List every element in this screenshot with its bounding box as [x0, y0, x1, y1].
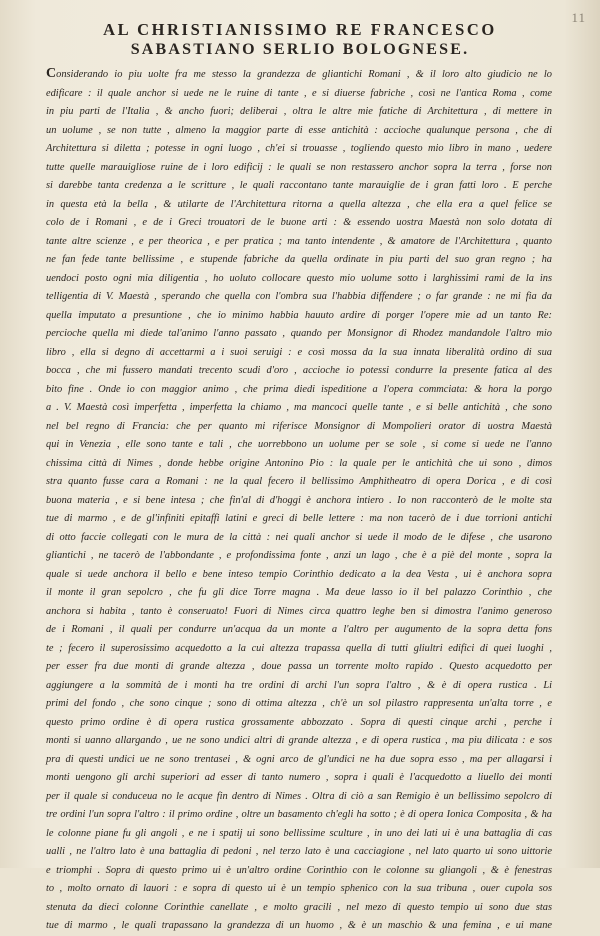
- text-line: monti si uanno allargando , ue ne sono undici altri di grande altezza , e di opera rustica , ma piu dilicata : e sos: [46, 735, 552, 746]
- text-line: quale si uede anchora il bello e bene inteso tempio Corinthio dedicato a la dea Vesta , ui è anchora sopra: [46, 568, 552, 580]
- text-line: Architettura si diletta ; potesse in ogni luogo , ch'ei si trouasse , togliendo questo mio libro in mano , uedere: [46, 143, 552, 154]
- text-line: in piu parti de l'Italia , & ancho fuori; deliberai , oltra le altre mie fatiche di Architettura , di mettere in: [46, 106, 552, 117]
- text-line: a . V. Maestà così imperfetta , imperfetta la chiamo , ma mancoci quelle tante , e si belle antichità , che sono: [46, 402, 552, 413]
- text-line: un uolume , se non tutte , almeno la maggior parte di esse antichità : accioche qualunque persona , che di: [46, 124, 552, 136]
- text-line: stra quanto fusse cara a Romani : ne la qual fecero il bellissimo Amphitheatro di opera Dorica , e di così: [46, 476, 552, 487]
- text-line: edificare : il quale anchor si uede ne le ruine di tante , e si diuerse fabriche , così ne l'antica Roma , come: [46, 87, 552, 99]
- text-line: anchora si habita , tanto è conseruato! Fuori di Nimes circa quattro leghe ben si dimostra l'animo generoso: [46, 605, 552, 617]
- text-line: percioche quella mi diede tal'animo l'anno passato , quando per Monsignor di Rhodez mandandole l'altro mio: [46, 328, 552, 339]
- text-line: tante altre scienze , e per theorica , e per pratica ; ma tanto intendente , & amatore de l'Architettura , quanto: [46, 235, 552, 247]
- text-line: ualli , ne l'altro lato è una battaglia di pedoni , nel terzo lato è una cacciagione , nel lato quarto ui sono uittorie: [46, 846, 552, 857]
- text-line: pra di questi undici ue ne sono trentasei , & ogni arco de gl'undici ne ha due sopra esso , ma per allagarsi i: [46, 753, 552, 765]
- text-line: chissima città di Nimes , donde hebbe origine Antonino Pio : la quale per le antichità che ui sono , dimos: [46, 457, 552, 469]
- text-line: per il quale si conduceua no le acque fin dentro di Nimes . Oltra di ciò a san Remigio è un bellissimo sepolcro di: [46, 790, 552, 802]
- text-line: stenuta da dieci colonne Corinthie canellate , e molto gracili , nel mezo di questo tempio ui sono due stas: [46, 901, 552, 913]
- text-line: de i Romani , il quali per condurre un'acqua da un monte a l'altro per augumento de la sopra detta fons: [46, 624, 552, 635]
- text-line: il monte il gran sepolcro , che fu gli dice Torre magna . Ma deue lasso io il bel palazzo Corinthio , che: [46, 587, 552, 598]
- text-line: si darebbe tanta credenza a le scritture , le quali raccontano tante marauiglie de i gran fatti loro . E perche: [46, 180, 552, 191]
- text-line: per esser fra due monti di grande altezza , doue passa un torrente molto rapido . Questo acquedotto per: [46, 661, 552, 672]
- text-line: nel bel regno di Francia: che per quanto mi riferisce Monsignor di Mompolieri orator di uostra Maestà: [46, 420, 552, 432]
- text-line: qui in Venezia , elle sono tante e tali , che uorrebbono un uolume per se sole , si come si uede ne l'anno: [46, 439, 552, 450]
- text-line: le colonne piane fu gli angoli , e ne i spatij ui sono bellissime sculture , in uno dei lati ui è una battaglia di cas: [46, 827, 552, 839]
- text-line: tue di marmo , e de gl'infiniti epitaffi latini e greci di belle lettere : ma non tacerò de i due torrioni antichi: [46, 513, 552, 524]
- text-line: telligentia di V. Maestà , sperando che quella con l'ombra sua l'habbia diffendere ; o far grande : ne mi fia da: [46, 291, 552, 302]
- text-line: tre ordini l'un sopra l'altro : il primo ordine , oltre un basamento ch'egli ha sotto ; è di opera Ionica Composita , & ha: [46, 809, 552, 820]
- heading-line-1: AL CHRISTIANISSIMO RE FRANCESCO: [103, 20, 497, 39]
- page-number: 11: [571, 10, 586, 25]
- text-line: tue di marmo , le quali trapassano la grandezza di un huomo , & è un maschio & una femina , e ui mane: [46, 920, 552, 931]
- text-line: di otto faccie collegati con le mura de la città : nei quali anchor si uede il modo de le difese , che usarono: [46, 531, 552, 543]
- text-line: primi del fondo , che sono cinque ; sono di ottima altezza , ch'è un sol pilastro rappresenta un'alta torre , e: [46, 698, 552, 709]
- heading-line-2: SABASTIANO SERLIO BOLOGNESE.: [130, 41, 470, 58]
- text-line: [46, 66, 552, 85]
- dedication-heading: [40, 20, 560, 60]
- initial-letter: C: [46, 66, 57, 81]
- text-line: tutte quelle marauigliose ruine de i loro edificij : le quali se non restassero anchor sopra la terra , forse non: [46, 161, 552, 173]
- line-text: onsiderando io piu uolte fra me stesso la grandezza de gliantichi Romani , & il loro alto giudicio ne lo: [56, 69, 552, 80]
- text-line: bocca , che mi fussero mandati trecento scudi d'oro , accioche io potessi condurre la presente fatica al des: [46, 365, 552, 376]
- text-line: buona materia , e si bene intesa ; che fin'al di d'hoggi è anchora intiero . Io non racconterò de le molte sta: [46, 494, 552, 506]
- text-line: questo primo ordine è di opera rustica grossamente abbozzato . Sopra di questi cinque archi , perche i: [46, 716, 552, 728]
- text-line: bito fine . Onde io con maggior animo , che prima diedi ispeditione a l'opera commciata: & hora la porgo: [46, 383, 552, 395]
- text-line: libro , ella si degno di accettarmi a i suoi seruigi : e così mossa da la sua innata liberalità ordino di sua: [46, 346, 552, 358]
- text-line: te ; fecero il superosissimo acquedotto a la cui altezza trapassa quella di tutti gliultri edifici di quei luoghi ,: [46, 642, 552, 654]
- text-line: colo de i Romani , e de i Greci trouatori de le buone arti : & essendo uostra Maestà non solo dotata di: [46, 217, 552, 228]
- text-line: to , molto ornato di lauori : e sopra di questo ui è un tempio sphenico con la sua tribuna , ouer cupola sos: [46, 883, 552, 894]
- text-line: ne fan fede tante bellissime , e stupende fabriche da quella ordinate in piu parti del suo gran regno ; ha: [46, 254, 552, 265]
- text-line: uendoci posto ogni mia diligentia , ho uoluto collocare questo mio uolume sotto i larghissimi rami de la ins: [46, 272, 552, 284]
- text-line: aggiungere a la sommità de i monti ha tre ordini di archi l'un sopra l'altro , & è di opera rustica . Li: [46, 679, 552, 691]
- text-line: monti uengono gli archi superiori ad esser di tanto numero , sopra i quali è l'acquedotto a liuello dei monti: [46, 772, 552, 783]
- text-line: e triomphi . Sopra di questo primo ui è un'altro ordine Corinthio con le colonne su gliangoli , & è fenestras: [46, 864, 552, 876]
- dedication-body: [46, 66, 552, 936]
- text-line: gliantichi , ne tacerò de l'abbondante , e profondissima fonte , anzi un lago , che è a piè del monte , sopra la: [46, 550, 552, 561]
- text-line: in questa età la bella , & utilarte de l'Architettura ritorna a quella altezza , che ella era a quel felice se: [46, 198, 552, 210]
- text-line: quella imputato a presuntione , che io minimo habbia hauuto ardire di porger l'opere mie ad un tanto Re:: [46, 309, 552, 321]
